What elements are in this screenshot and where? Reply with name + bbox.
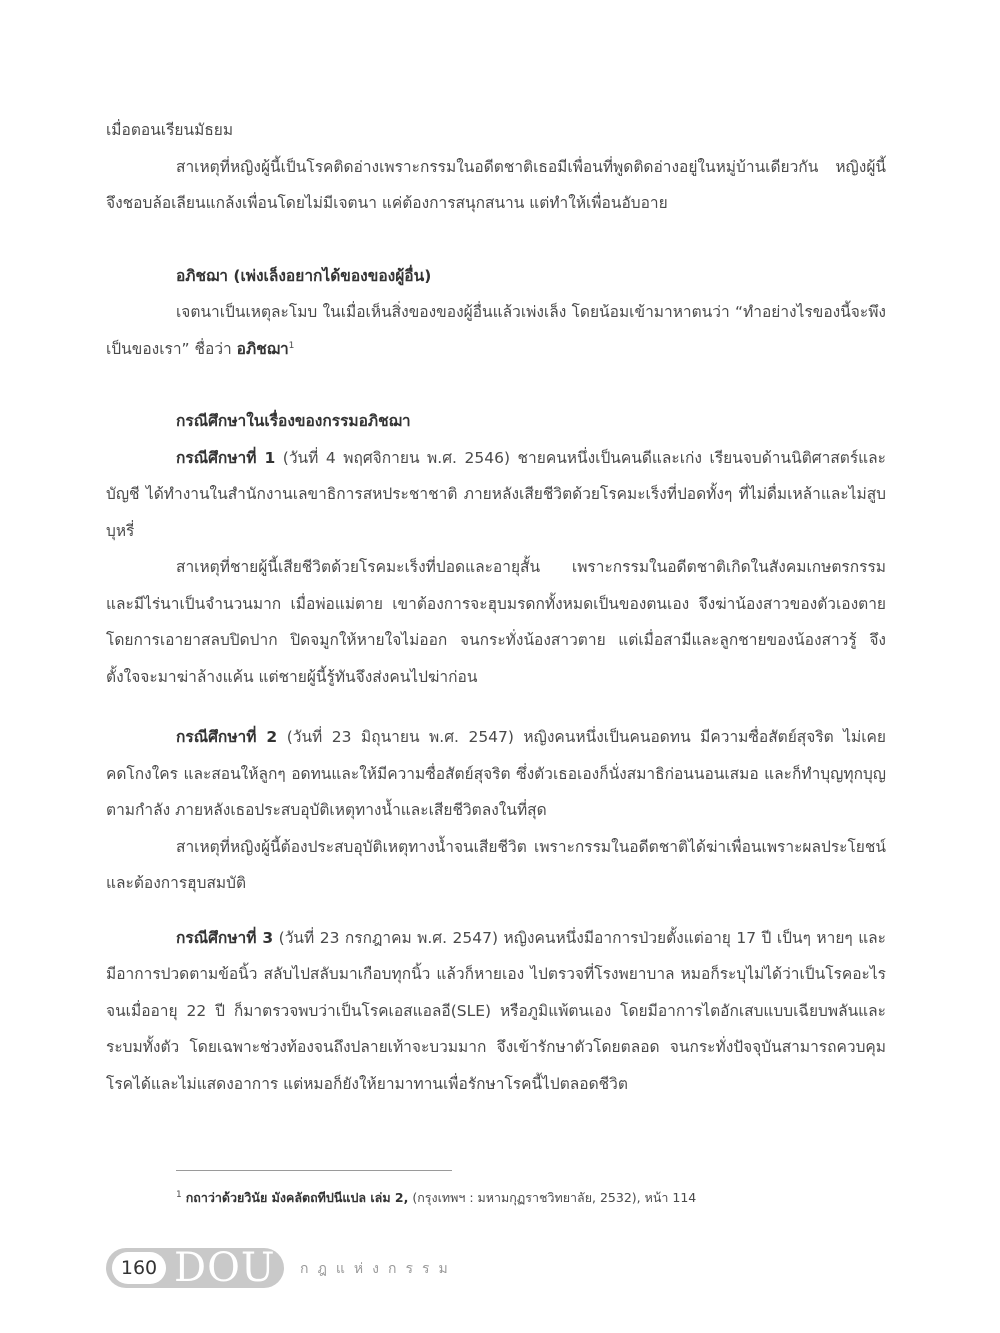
footnote-number: 1 xyxy=(176,1189,182,1200)
page-number: 160 xyxy=(112,1252,166,1284)
case-label: กรณีศึกษาที่ 3 xyxy=(176,928,274,947)
footnote-reference: 1 xyxy=(288,340,295,351)
case-label: กรณีศึกษาที่ 1 xyxy=(176,448,276,467)
dou-logo: DOU xyxy=(174,1245,276,1291)
definition-term: อภิชฌา xyxy=(236,339,289,358)
reason-paragraph-stutter: สาเหตุที่หญิงผู้นี้เป็นโรคติดอ่างเพราะกรรมในอดีตชาติเธอมีเพื่อนที่พูดติดอ่างอยู่ในหมู่บ้านเดียวกัน หญิงผู้นี้จึงชอบล้อเลียนแกล้งเพื่อนโดยไม่มีเจตนา แค่ต้องการสนุกสนาน แต่ทำให้เพื่อนอับอาย xyxy=(106,157,886,212)
footnote xyxy=(176,1188,896,1208)
spacer xyxy=(106,902,886,920)
section-heading-text: อภิชฌา (เพ่งเล็งอยากได้ของของผู้อื่น) xyxy=(176,266,432,285)
section-heading-abhijjha xyxy=(106,258,886,295)
running-title: กฎแห่งกรรม xyxy=(300,1261,457,1277)
footnote-title: กถาว่าด้วยวินัย มังคลัตถทีปนีแปล เล่ม 2, xyxy=(185,1190,409,1205)
footnote-citation: (กรุงเทพฯ : มหามกุฏราชวิทยาลัย, 2532), หน้า 114 xyxy=(412,1190,697,1205)
definition-text: เจตนาเป็นเหตุละโมบ ในเมื่อเห็นสิ่งของของผู้อื่นแล้วเพ่งเล็ง โดยน้อมเข้ามาหาตนว่า “ทำอย่างไรของนี้จะพึงเป็นของเรา” ชื่อว่า xyxy=(106,303,886,358)
case-study-2 xyxy=(106,719,886,829)
case-study-2-reason: สาเหตุที่หญิงผู้นี้ต้องประสบอุบัติเหตุทางน้ำจนเสียชีวิต เพราะกรรมในอดีตชาติได้ฆ่าเพื่อนเพราะผลประโยชน์และต้องการฮุบสมบัติ xyxy=(106,837,886,892)
case-study-1-reason: สาเหตุที่ชายผู้นี้เสียชีวิตด้วยโรคมะเร็งที่ปอดและอายุสั้น เพราะกรรมในอดีตชาติเกิดในสังคมเกษตรกรรมและมีไร่นาเป็นจำนวนมาก เมื่อพ่อแม่ตาย เขาต้องการจะฮุบมรดกทั้งหมดเป็นของตนเอง จึงฆ่าน้องสาวของตัวเองตาย โดยการเอายาสลบปิดปาก ปิดจมูกให้หายใจไม่ออก จนกระทั่งน้องสาวตาย แต่เมื่อสามีและลูกชายของน้องสาวรู้ จึงตั้งใจจะมาฆ่าล้างแค้น แต่ชายผู้นี้รู้ทันจึงส่งคนไปฆ่าก่อน xyxy=(106,558,886,686)
spacer xyxy=(106,222,886,258)
spacer xyxy=(106,367,886,403)
definition-paragraph xyxy=(106,294,886,367)
case-study-3 xyxy=(106,920,886,1103)
case-label: กรณีศึกษาที่ 2 xyxy=(176,728,278,746)
case-text: (วันที่ 23 กรกฎาคม พ.ศ. 2547) หญิงคนหนึ่งมีอาการป่วยตั้งแต่อายุ 17 ปี เป็นๆ หายๆ และมีอาการปวดตามข้อนิ้ว สลับไปสลับมาเกือบทุกนิ้ว แล้วก็หายเอง ไปตรวจที่โรงพยาบาล หมอก็ระบุไม่ได้ว่าเป็นโรคอะไร จนเมื่ออายุ 22 ปี ก็มาตรวจพบว่าเป็นโรคเอสแอลอี(SLE) หรือภูมิแพ้ตนเอง โดยมีอาการไตอักเสบแบบเฉียบพลันและระบมทั้งตัว โดยเฉพาะช่วงท้องจนถึงปลายเท้าจะบวมมาก จึงเข้ารักษาตัวโดยตลอด จนกระทั่งปัจจุบันสามารถควบคุมโรคได้และไม่แสดงอาการ แต่หมอก็ยังให้ยามาทานเพื่อรักษาโรคนี้ไปตลอดชีวิต xyxy=(106,928,887,1093)
case-text: (วันที่ 23 มิถุนายน พ.ศ. 2547) หญิงคนหนึ่งเป็นคนอดทน มีความซื่อสัตย์สุจริต ไม่เคยคดโกงใคร และสอนให้ลูกๆ อดทนและให้มีความซื่อสัตย์สุจริต ซึ่งตัวเธอเองก็นั่งสมาธิก่อนนอนเสมอ และก็ทำบุญทุกบุญตามกำลัง ภายหลังเธอประสบอุบัติเหตุทางน้ำและเสียชีวิตลงในที่สุด xyxy=(106,728,886,819)
page-body xyxy=(106,112,886,1102)
section-heading-case-studies xyxy=(106,403,886,440)
section-heading-text: กรณีศึกษาในเรื่องของกรรมอภิชฌา xyxy=(176,412,411,430)
footnote-divider xyxy=(176,1170,452,1171)
case-text: (วันที่ 4 พฤศจิกายน พ.ศ. 2546) ชายคนหนึ่งเป็นคนดีและเก่ง เรียนจบด้านนิติศาสตร์และบัญชี ได้ทำงานในสำนักงานเลขาธิการสหประชาชาติ ภายหลังเสียชีวิตด้วยโรคมะเร็งที่ปอดทั้งๆ ที่ไม่ดื่มเหล้าและไม่สูบบุหรี่ xyxy=(106,448,886,540)
spacer xyxy=(106,695,886,719)
intro-fragment: เมื่อตอนเรียนมัธยม xyxy=(106,121,234,139)
case-study-1 xyxy=(106,440,886,550)
